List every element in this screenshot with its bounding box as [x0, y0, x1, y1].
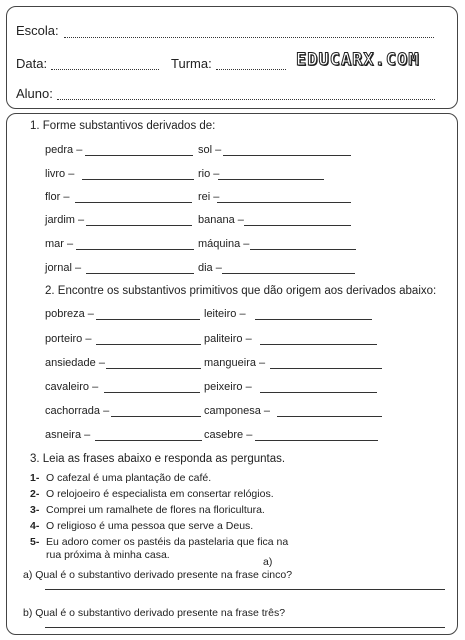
q2-item: leiteiro –: [204, 308, 246, 320]
sentence-text: O cafezal é uma plantação de café.: [46, 472, 212, 484]
answer-line[interactable]: [82, 179, 194, 180]
q1-item: pedra –: [45, 144, 83, 156]
data-label: Data:: [16, 56, 48, 71]
answer-line[interactable]: [217, 202, 351, 203]
q1-item: máquina –: [198, 238, 250, 250]
answer-line[interactable]: [111, 416, 201, 417]
answer-line[interactable]: [250, 249, 356, 250]
q1-item: rei –: [198, 191, 220, 203]
stray-label: a): [263, 556, 273, 568]
header-box: [6, 6, 458, 109]
sentence-number: 3-: [30, 504, 40, 516]
answer-line[interactable]: [260, 344, 377, 345]
sentence-number: 4-: [30, 520, 40, 532]
q1-item: mar –: [45, 238, 74, 250]
sentence-text: O religioso é uma pessoa que serve a Deus.: [46, 520, 254, 532]
answer-line[interactable]: [85, 155, 193, 156]
q2-item: mangueira –: [204, 357, 266, 369]
sentence-number: 1-: [30, 472, 40, 484]
question-1-title: 1. Forme substantivos derivados de:: [30, 120, 216, 132]
sentence-number: 2-: [30, 488, 40, 500]
educarx-logo: EDUCARX.COM: [296, 50, 420, 70]
answer-line[interactable]: [218, 179, 324, 180]
answer-line[interactable]: [106, 368, 201, 369]
question-a: a) Qual é o substantivo derivado presente na frase cinco?: [23, 569, 293, 581]
q1-item: rio –: [198, 168, 220, 180]
aluno-field[interactable]: [57, 99, 435, 100]
q2-item: ansiedade –: [45, 357, 105, 369]
q1-item: livro –: [45, 168, 75, 180]
q2-item: cavaleiro –: [45, 381, 99, 393]
q1-item: flor –: [45, 191, 70, 203]
answer-line[interactable]: [260, 392, 377, 393]
exercise-box: [6, 113, 458, 635]
q1-item: dia –: [198, 262, 222, 274]
answer-line-b[interactable]: [45, 627, 445, 628]
answer-line[interactable]: [244, 225, 351, 226]
escola-label: Escola:: [16, 23, 59, 38]
q1-item: jornal –: [45, 262, 82, 274]
sentence-text: Comprei um ramalhete de flores na floricultura.: [46, 504, 265, 516]
answer-line[interactable]: [75, 202, 192, 203]
answer-line[interactable]: [86, 273, 194, 274]
answer-line[interactable]: [277, 416, 382, 417]
q1-item: banana –: [198, 214, 244, 226]
answer-line[interactable]: [222, 273, 355, 274]
answer-line[interactable]: [270, 368, 382, 369]
sentence-text: Eu adoro comer os pastéis da pastelaria que fica na: [46, 536, 289, 548]
answer-line[interactable]: [96, 344, 201, 345]
answer-line[interactable]: [255, 440, 378, 441]
turma-field[interactable]: [216, 69, 286, 70]
question-2-title: 2. Encontre os substantivos primitivos que dão origem aos derivados abaixo:: [45, 285, 437, 297]
answer-line[interactable]: [95, 440, 202, 441]
q2-item: cachorrada –: [45, 405, 110, 417]
q2-item: pobreza –: [45, 308, 94, 320]
q1-item: sol –: [198, 144, 222, 156]
q2-item: camponesa –: [204, 405, 271, 417]
aluno-label: Aluno:: [16, 86, 53, 101]
sentence-number: 5-: [30, 536, 40, 548]
q2-item: paliteiro –: [204, 333, 252, 345]
q2-item: asneira –: [45, 429, 91, 441]
answer-line[interactable]: [96, 319, 200, 320]
data-field[interactable]: [51, 69, 159, 70]
q2-item: peixeiro –: [204, 381, 252, 393]
sentence-text: O relojoeiro é especialista em consertar relógios.: [46, 488, 274, 500]
escola-field[interactable]: [64, 37, 434, 38]
answer-line[interactable]: [104, 392, 200, 393]
q2-item: porteiro –: [45, 333, 92, 345]
turma-label: Turma:: [171, 56, 212, 71]
answer-line[interactable]: [223, 155, 351, 156]
sentence-text-continued: rua próxima à minha casa.: [46, 549, 170, 561]
q2-item: casebre –: [204, 429, 253, 441]
answer-line[interactable]: [76, 249, 194, 250]
answer-line[interactable]: [86, 225, 192, 226]
answer-line-a[interactable]: [45, 589, 445, 590]
question-3-title: 3. Leia as frases abaixo e responda as perguntas.: [30, 453, 286, 465]
question-b: b) Qual é o substantivo derivado presente na frase três?: [23, 607, 286, 619]
q1-item: jardim –: [45, 214, 85, 226]
answer-line[interactable]: [255, 319, 372, 320]
